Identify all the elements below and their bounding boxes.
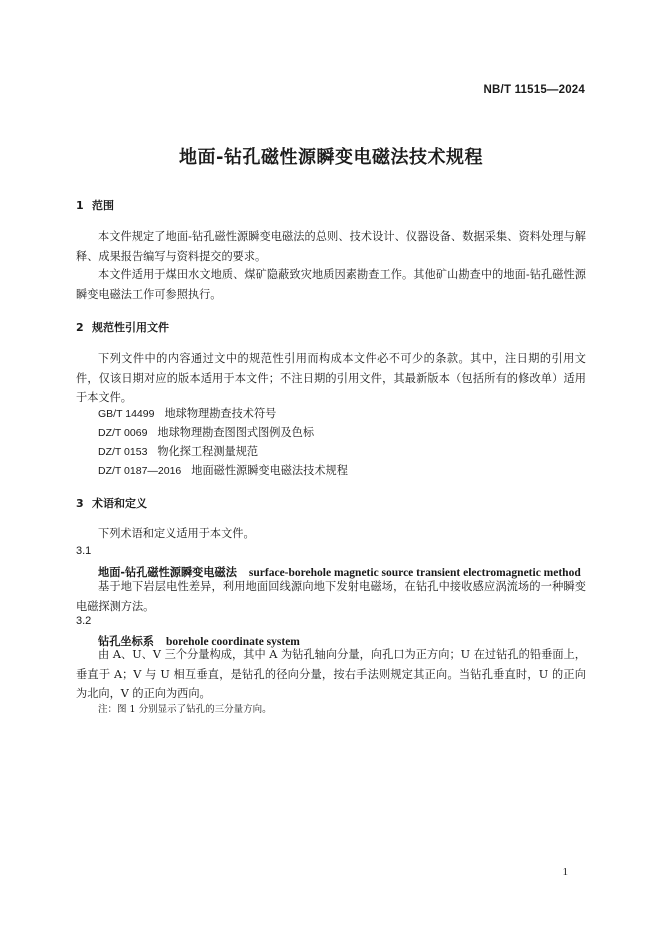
term-name-zh: 地面-钻孔磁性源瞬变电磁法 — [98, 566, 237, 579]
reference-code: DZ/T 0153 — [98, 446, 148, 458]
reference-item — [98, 424, 314, 440]
section-title: 术语和定义 — [92, 497, 147, 510]
reference-title: 地面磁性源瞬变电磁法技术规程 — [191, 464, 348, 477]
term-number: 3.2 — [76, 615, 92, 627]
reference-code: GB/T 14499 — [98, 408, 155, 420]
section-number: 3 — [76, 497, 84, 510]
term-name-en: surface-borehole magnetic source transient electromagnetic method — [248, 567, 581, 579]
section-title: 规范性引用文件 — [92, 321, 169, 334]
standard-code: NB/T 11515—2024 — [483, 84, 585, 96]
section-heading-scope — [76, 197, 114, 213]
section-number: 2 — [76, 321, 84, 334]
section-title: 范围 — [92, 199, 114, 212]
reference-code: DZ/T 0187—2016 — [98, 465, 182, 477]
references-intro: 下列文件中的内容通过文中的规范性引用而构成本文件必不可少的条款。其中，注日期的引用文件，仅该日期对应的版本适用于本文件；不注日期的引用文件，其最新版本（包括所有的修改单）适用于本文件。 — [76, 352, 586, 404]
reference-item — [98, 443, 258, 459]
page-number: 1 — [562, 866, 568, 878]
section-heading-terms-definitions — [76, 495, 147, 511]
term-name-zh: 钻孔坐标系 — [98, 635, 154, 648]
section-heading-normative-references — [76, 319, 169, 335]
section-number: 1 — [76, 199, 84, 212]
term-definition: 由 A、U、V 三个分量构成，其中 A 为钻孔轴向分量，向孔口为正方向；U 在过钻孔的铅垂面上，垂直于 A；V 与 U 相互垂直，是钻孔的径向分量，按右手法则规定其正向。当钻孔垂直时，U 的正向为北向，V 的正向为西向。 — [76, 648, 586, 700]
scope-paragraph-1: 本文件规定了地面-钻孔磁性源瞬变电磁法的总则、技术设计、仪器设备、数据采集、资料处理与解释、成果报告编写与资料提交的要求。 — [76, 230, 586, 263]
term-note: 注：图 1 分别显示了钻孔的三分量方向。 — [98, 704, 272, 715]
reference-title: 物化探工程测量规范 — [157, 445, 259, 458]
reference-item — [98, 405, 276, 421]
document-title: 地面-钻孔磁性源瞬变电磁法技术规程 — [179, 147, 483, 168]
reference-item — [98, 462, 348, 478]
reference-title: 地球物理勘查技术符号 — [164, 407, 277, 420]
term-definition: 基于地下岩层电性差异，利用地面回线源向地下发射电磁场，在钻孔中接收感应涡流场的一种瞬变电磁探测方法。 — [76, 580, 586, 613]
reference-code: DZ/T 0069 — [98, 427, 148, 439]
term-number: 3.1 — [76, 545, 92, 557]
term-name-en: borehole coordinate system — [165, 636, 300, 648]
reference-title: 地球物理勘查图图式图例及色标 — [157, 426, 315, 439]
scope-paragraph-2: 本文件适用于煤田水文地质、煤矿隐蔽致灾地质因素勘查工作。其他矿山勘查中的地面-钻孔磁性源瞬变电磁法工作可参照执行。 — [76, 268, 586, 301]
terms-intro: 下列术语和定义适用于本文件。 — [98, 527, 255, 540]
